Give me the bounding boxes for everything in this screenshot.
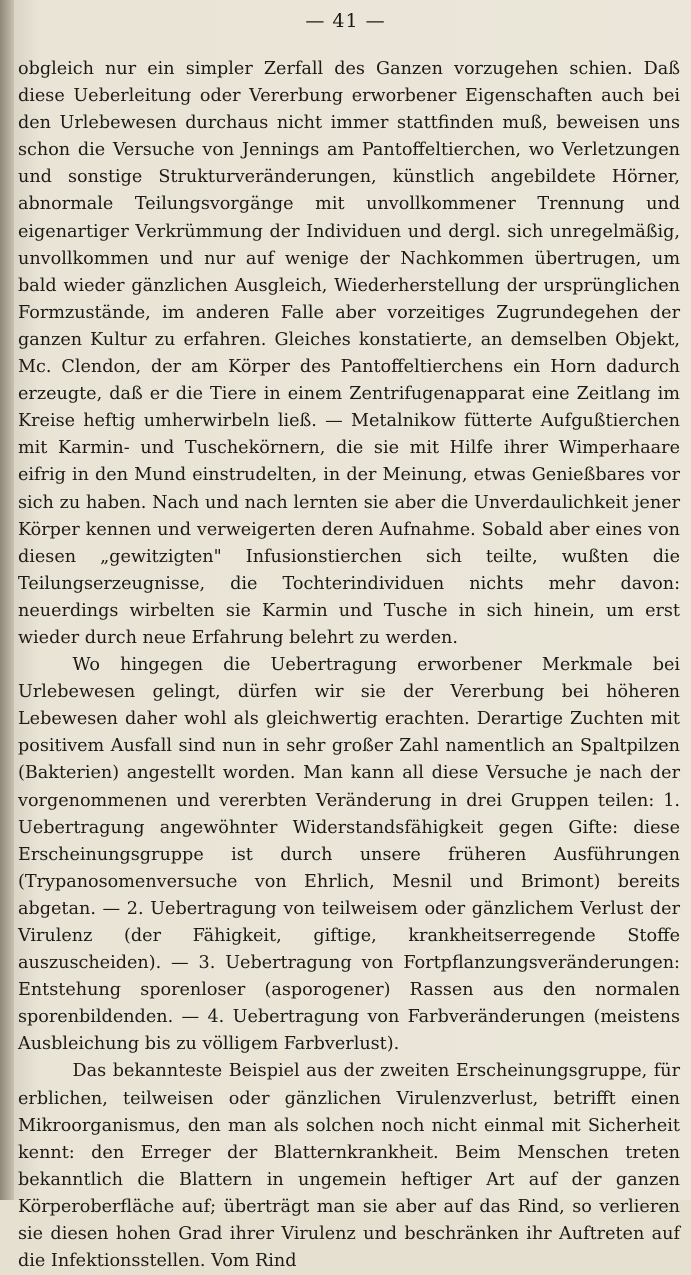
paragraph-3: Das bekannteste Beispiel aus der zweiten Erscheinungsgruppe, für erblichen, teilweisen oder gänzlichen Virulenzverlust, betrifft einen Mikroorganismus, den man als solchen noch nicht einmal mit Sicherheit kennt: den Erreger der Blatternkrankheit. Beim Menschen treten bekanntlich die Blattern in ungemein heftiger Art auf der ganzen Körperoberfläche auf; überträgt man sie aber auf das Rind, so verlieren sie diesen hohen Grad ihrer Virulenz und beschränken ihr Auftreten auf die Infektionsstellen. Vom Rind <box>18 1061 680 1272</box>
paragraph-2: Wo hingegen die Uebertragung erworbener Merkmale bei Urlebewesen gelingt, dürfen wir sie der Vererbung bei höheren Lebewesen daher wohl als gleichwertig erachten. Derartige Zuchten mit positivem Ausfall sind nun in sehr großer Zahl namentlich an Spaltpilzen (Bakterien) angestellt worden. Man kann all diese Versuche je nach der vorgenommenen und vererbten Veränderung in drei Gruppen teilen: 1. Uebertragung angewöhnter Widerstandsfähigkeit gegen Gifte: diese Erscheinungsgruppe ist durch unsere früheren Ausführungen (Trypanosomenversuche von Ehrlich, Mesnil und Brimont) bereits abgetan. — 2. Uebertragung von teilweisem oder gänzlichem Verlust der Virulenz (der Fähigkeit, giftige, krankheitserregende Stoffe auszuscheiden). — 3. Uebertragung von Fortpflanzungsveränderungen: Entstehung sporenloser (asporogener) Rassen aus den normalen sporenbildenden. — 4. Uebertragung von Farbveränderungen (meistens Ausbleichung bis zu völligem Farbverlust). <box>18 655 680 1055</box>
paragraph-1: obgleich nur ein simpler Zerfall des Ganzen vorzugehen schien. Daß diese Ueberleitung oder Vererbung erworbener Eigenschaften auch bei den Urlebewesen durchaus nicht immer stattfinden muß, beweisen uns schon die Versuche von Jennings am Pantoffeltierchen, wo Verletzungen und sonstige Strukturveränderungen, künstlich angebildete Hörner, abnormale Teilungsvorgänge mit unvollkommener Trennung und eigenartiger Verkrümmung der Individuen und dergl. sich unregelmäßig, unvollkommen und nur auf wenige der Nachkommen übertrugen, um bald wieder gänzlichen Ausgleich, Wiederherstellung der ursprünglichen Formzustände, im anderen Falle aber vorzeitiges Zugrundegehen der ganzen Kultur zu erfahren. Gleiches konstatierte, an demselben Objekt, Mc. Clendon, der am Körper des Pantoffeltierchens ein Horn dadurch erzeugte, daß er die Tiere in einem Zentrifugenapparat eine Zeitlang im Kreise heftig umherwirbeln ließ. — Metalnikow fütterte Aufgußtierchen mit Karmin- und Tuschekörnern, die sie mit Hilfe ihrer Wimperhaare eifrig in den Mund einstrudelten, in der Meinung, etwas Genießbares vor sich zu haben. Nach und nach lernten sie aber die Unverdaulichkeit jener Körper kennen und verweigerten deren Aufnahme. Sobald aber eines von diesen „gewitzigten" Infusionstierchen sich teilte, wußten die Teilungserzeugnisse, die Tochterindividuen nichts mehr davon: neuerdings wirbelten sie Karmin und Tusche in sich hinein, um erst wieder durch neue Erfahrung belehrt zu werden. <box>18 59 680 648</box>
body-text <box>18 56 680 1275</box>
page-number: — 41 — <box>305 10 386 32</box>
binding-gutter <box>0 0 14 1200</box>
